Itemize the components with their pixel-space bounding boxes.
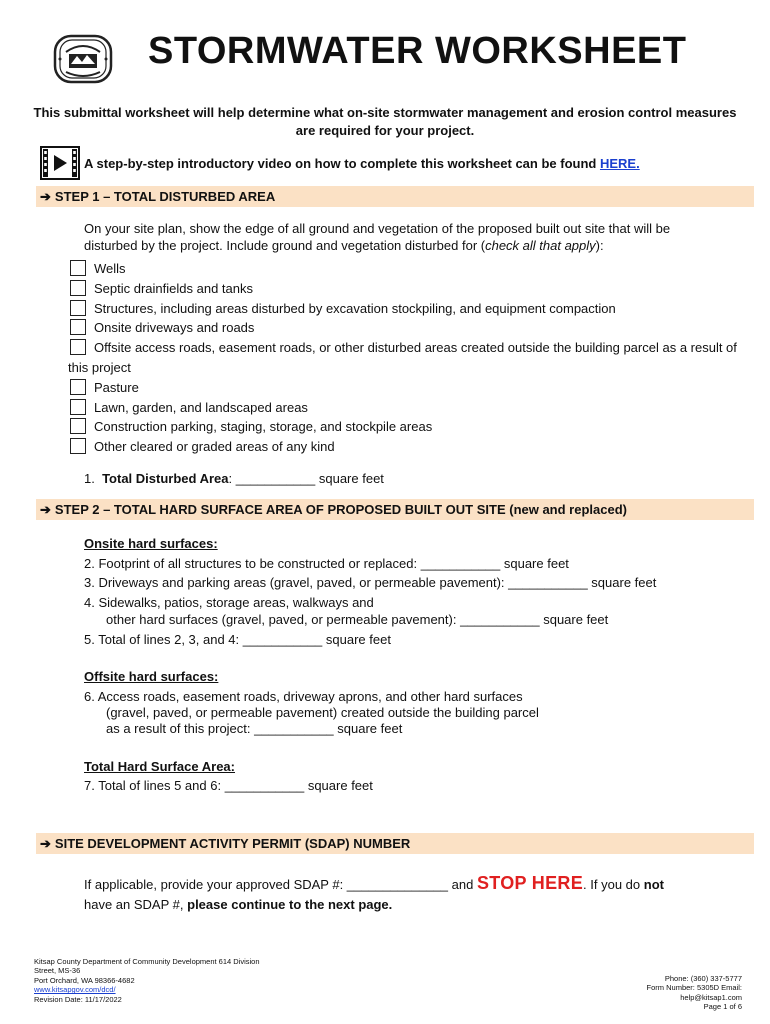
footer-revision-date: Revision Date: 11/17/2022 — [34, 994, 122, 1004]
video-row — [40, 146, 740, 180]
intro-text: This submittal worksheet will help determine what on-site stormwater management and erosion control measures are required for your project. — [33, 105, 737, 138]
line-4-other-hard-surfaces: other hard surfaces (gravel, paved, or permeable pavement): ___________ square feet — [106, 612, 609, 627]
sdap-continue-text: please continue to the next page. — [187, 897, 393, 912]
offsite-hard-surfaces-title: Offsite hard surfaces: — [84, 669, 219, 684]
line-5-total: 5. Total of lines 2, 3, and 4: ___________ square feet — [84, 632, 391, 647]
checklist-label: Pasture — [94, 379, 139, 395]
onsite-hard-surfaces-title: Onsite hard surfaces: — [84, 536, 218, 551]
arrow-right-icon: ➔ — [40, 502, 51, 517]
total-disturbed-area-label: Total Disturbed Area — [102, 471, 229, 486]
footer-street: Street, MS-36 — [34, 966, 81, 976]
disturbed-area-checklist — [68, 259, 738, 457]
checklist-item-other-cleared — [68, 437, 738, 457]
sdap-text-not: not — [643, 877, 664, 892]
step2-heading-bar — [36, 499, 754, 520]
sdap-heading: SITE DEVELOPMENT ACTIVITY PERMIT (SDAP) NUMBER — [54, 836, 411, 851]
checklist-item-construction-parking — [68, 417, 738, 437]
video-film-icon — [40, 146, 80, 180]
checklist-item-lawn — [68, 398, 738, 418]
checklist-item-offsite-roads — [68, 338, 738, 378]
checklist-item-septic — [68, 279, 738, 299]
line-2-footprint: 2. Footprint of all structures to be constructed or replaced: ___________ square feet — [84, 556, 569, 571]
line-6-continued: (gravel, paved, or permeable pavement) created outside the building parcel — [106, 705, 539, 720]
footer-form-number: Form Number: 5305D Email: — [646, 983, 742, 993]
total-disturbed-area-blank: : ___________ square feet — [228, 471, 384, 486]
checklist-item-pasture — [68, 378, 738, 398]
line-6-blank: as a result of this project: ___________ square feet — [106, 721, 403, 736]
checklist-item-wells — [68, 259, 738, 279]
sdap-text-start: If applicable, provide your approved SDAP #: ______________ and — [84, 877, 474, 892]
checklist-label: Lawn, garden, and landscaped areas — [94, 399, 308, 415]
checkbox-septic[interactable] — [70, 280, 86, 296]
sdap-heading-bar — [36, 833, 754, 854]
footer-city: Port Orchard, WA 98366-4682 — [34, 975, 135, 985]
step1-heading: STEP 1 – TOTAL DISTURBED AREA — [54, 189, 276, 204]
step1-text-end: ): — [595, 238, 604, 253]
footer-dept: Kitsap County Department of Community Development 614 Division — [34, 957, 260, 966]
footer-address — [34, 957, 274, 1004]
total-disturbed-area-line — [84, 470, 384, 487]
checklist-label: Onsite driveways and roads — [94, 320, 255, 336]
county-seal-logo — [52, 34, 114, 84]
checklist-label: Septic drainfields and tanks — [94, 280, 253, 296]
sdap-text-line2: have an SDAP #, — [84, 897, 184, 912]
page-title: STORMWATER WORKSHEET — [148, 30, 687, 72]
checkbox-wells[interactable] — [70, 260, 86, 276]
sdap-text-mid: . If you do — [583, 877, 641, 892]
line-number: 1. — [84, 471, 95, 486]
checkbox-other-cleared[interactable] — [70, 438, 86, 454]
arrow-right-icon: ➔ — [40, 189, 51, 204]
checklist-label: Construction parking, staging, storage, and stockpile areas — [94, 419, 433, 435]
line-6-access-roads: 6. Access roads, easement roads, driveway aprons, and other hard surfaces — [84, 689, 523, 704]
video-instructions-text: A step-by-step introductory video on how to complete this worksheet can be found — [84, 156, 597, 171]
video-link[interactable]: HERE. — [599, 156, 640, 171]
checkbox-offsite-roads[interactable] — [70, 339, 86, 355]
step1-heading-bar — [36, 186, 754, 207]
checklist-label: Structures, including areas disturbed by excavation stockpiling, and equipment compaction — [94, 300, 616, 316]
step1-text-main: On your site plan, show the edge of all ground and vegetation of the proposed built out site that will be disturbed by the project. Include ground and vegetation disturbed for ( — [84, 221, 671, 253]
checkbox-pasture[interactable] — [70, 379, 86, 395]
footer-page-number: Page 1 of 6 — [703, 1002, 742, 1012]
checkbox-onsite-driveways[interactable] — [70, 319, 86, 335]
checkbox-construction-parking[interactable] — [70, 418, 86, 434]
line-4-sidewalks: 4. Sidewalks, patios, storage areas, walkways and — [84, 595, 374, 610]
footer-website-link[interactable]: www.kitsapgov.com/dcd/ — [34, 985, 116, 995]
checklist-label: Offsite access roads, easement roads, or other disturbed areas created outside the building parcel as a result of this project — [68, 340, 737, 375]
footer-email: help@kitsap1.com — [680, 992, 742, 1002]
total-hard-surface-title: Total Hard Surface Area: — [84, 759, 235, 774]
checklist-item-onsite-driveways — [68, 318, 738, 338]
step1-text-italic: check all that apply — [485, 238, 596, 253]
checklist-label: Wells — [94, 261, 126, 276]
step2-heading: STEP 2 – TOTAL HARD SURFACE AREA OF PROPOSED BUILT OUT SITE (new and replaced) — [54, 502, 627, 517]
checkbox-structures[interactable] — [70, 300, 86, 316]
stop-here-text: STOP HERE — [476, 873, 584, 893]
checkbox-lawn[interactable] — [70, 399, 86, 415]
checklist-label: Other cleared or graded areas of any kind — [94, 439, 335, 455]
arrow-right-icon: ➔ — [40, 836, 51, 851]
footer-contact — [542, 974, 742, 1012]
step1-instructions — [84, 220, 724, 254]
sdap-instructions — [84, 873, 744, 915]
line-7-total: 7. Total of lines 5 and 6: ___________ square feet — [84, 778, 373, 793]
line-3-driveways: 3. Driveways and parking areas (gravel, paved, or permeable pavement): ___________ square feet — [84, 575, 657, 590]
checklist-item-structures — [68, 299, 738, 319]
footer-phone: Phone: (360) 337-5777 — [664, 974, 742, 983]
